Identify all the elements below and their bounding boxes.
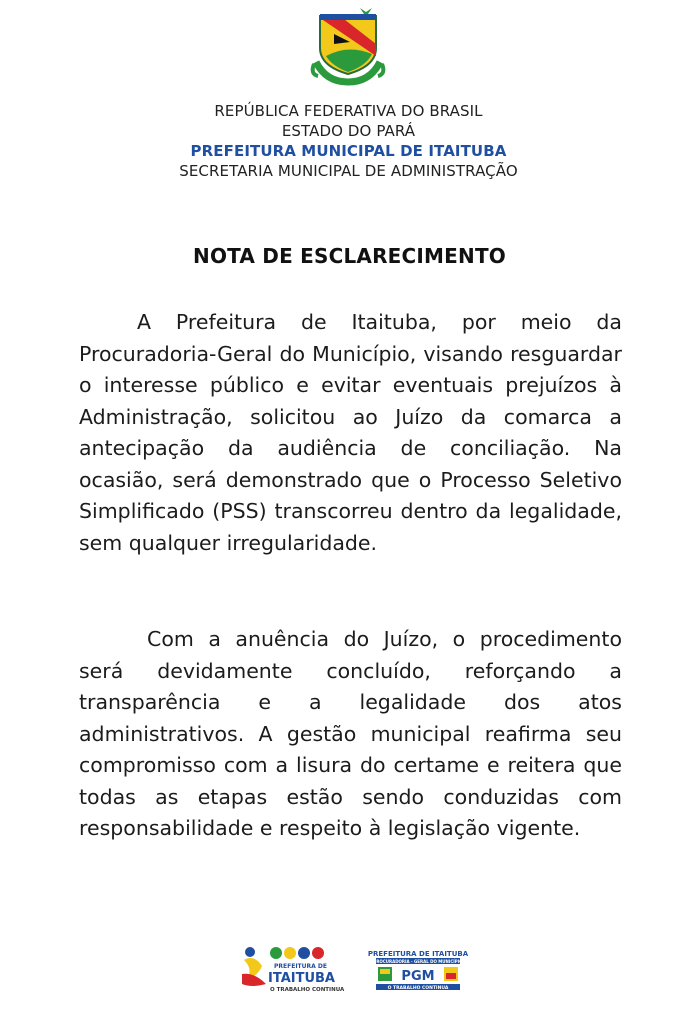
header-municipality: PREFEITURA MUNICIPAL DE ITAITUBA: [190, 142, 507, 160]
header-country: REPÚBLICA FEDERATIVA DO BRASIL: [214, 102, 483, 120]
footer-right-acronym: PGM: [401, 969, 435, 984]
footer-right-slogan: O TRABALHO CONTINUA: [387, 986, 449, 991]
coat-of-arms-logo: [306, 4, 390, 86]
footer-left-name: ITAITUBA: [268, 971, 335, 986]
letterhead: [0, 101, 687, 181]
header-secretariat: SECRETARIA MUNICIPAL DE ADMINISTRAÇÃO: [179, 162, 518, 180]
document-title: NOTA DE ESCLARECIMENTO: [193, 244, 506, 268]
prefeitura-itaituba-logo: [240, 944, 345, 994]
body-paragraph-2: Com a anuência do Juízo, o procedimento será devidamente concluído, reforçando a transparência e a legalidade dos atos administrativos. A gestão municipal reafirma seu compromisso com a lisura do certame e reitera que todas as etapas estão sendo conduzidas com responsabilidade e respeito à legislação vigente.: [79, 627, 622, 840]
header-state: ESTADO DO PARÁ: [281, 122, 416, 140]
footer-left-top-text: PREFEITURA DE: [274, 963, 327, 970]
footer-left-slogan: O TRABALHO CONTINUA: [270, 987, 345, 993]
footer-right-subtitle: PROCURADORIA - GERAL DO MUNICÍPIO: [373, 959, 463, 964]
pgm-logo: [367, 948, 469, 992]
body-paragraph-1: A Prefeitura de Itaituba, por meio da Procuradoria-Geral do Município, visando resguardar o interesse público e evitar eventuais prejuízos à Administração, solicitou ao Juízo da comarca a antecipação da audiência de conciliação. Na ocasião, será demonstrado que o Processo Seletivo Simplificado (PSS) transcorreu dentro da legalidade, sem qualquer irregularidade.: [79, 310, 622, 555]
footer-right-top-text: PREFEITURA DE ITAITUBA: [367, 950, 469, 958]
